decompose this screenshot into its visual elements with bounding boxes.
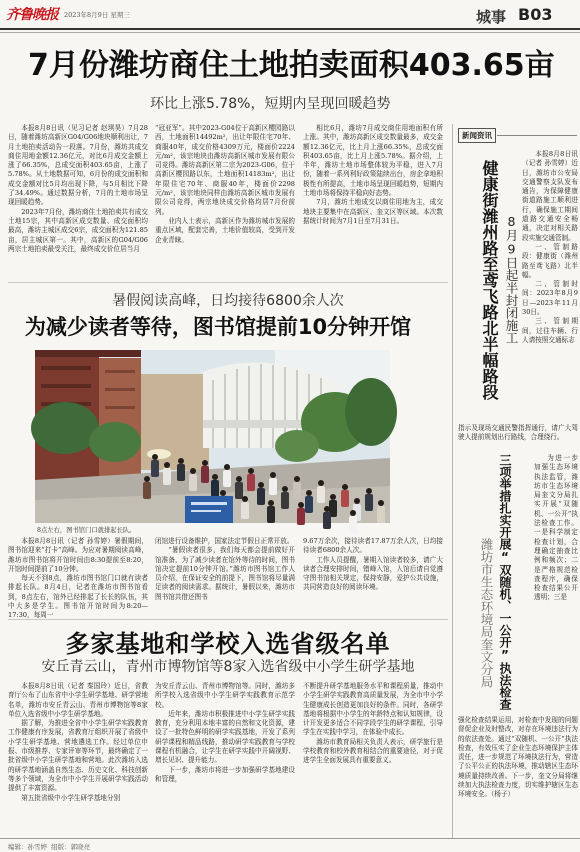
lead-column-3 [303, 124, 443, 276]
paragraph: 业内人士表示，高新区作为潍坊城市发展的重点区域，配套完善，土地价值较高，受到开发企业青睐。 [155, 216, 295, 244]
paragraph: 二、管制时间：2023年8月9日—2023年11月30日。 [522, 280, 578, 317]
paragraph: 本报8月8日讯（见习记者 赵琪昊）7月28日，随着潍坊高新区G04/G06地块顺利出让，7月土地拍卖活动告一段落。7月份，潍坊共成交商住用地金额12.36亿元，对比6月成交金额上涨了66.35%，总成交面积403.65亩，上涨了5.78%。从土地数据可知，6月份的成交面积和成交金额对比5月均出现下降，与5月相比下降了34.49%。通过数据分析，7月的土地市场呈现回暖趋势。 [8, 124, 148, 207]
paragraph: 指示及现场交通民警指挥通行，请广大驾驶人提前规划出行路线，合理绕行。 [458, 424, 578, 442]
page-number: B03 [518, 5, 553, 24]
lead-subhead: 环比上涨5.78%，短期内呈现回暖趋势 [150, 96, 391, 112]
sidebar-label-rule [497, 135, 577, 136]
paragraph: 潍坊市教育局相关负责人表示，研学旅行是学校教育和校外教育相结合的重要途径，对于促进学生全面发展具有重要意义。 [303, 737, 443, 765]
section-name: 城事 [476, 8, 507, 26]
paragraph: “暑假读者很多，我们每天都会提前做好开馆准备，为了减少读者在馆外等待的时间，图书馆决定提前10分钟开馆。”潍坊市图书馆工作人员介绍，在保证安全的前提下，图书馆将尽量满足读者的阅读需求。据统计，暑假以来，潍坊市图书馆共借还图书 [155, 546, 295, 601]
sidebar-label: 新闻资讯 [458, 128, 496, 143]
sign-board [185, 496, 233, 523]
paragraph: 9.67万余次，接待读者17.87万余人次，日均接待读者6800余人次。 [303, 537, 443, 555]
lead-column-2 [155, 124, 295, 276]
sidebar-story1-subheadline: 8月9日起半封闭施工 [504, 214, 519, 344]
paragraph: 为安丘青云山、青州市博物馆等。同时，潍坊多所学校入选省级中小学生研学实践教育示范学校。 [155, 682, 295, 709]
sidebar-story1-headline: 健康街潍州路至鸢飞路北半幅路段 [480, 160, 499, 400]
library-queue-photo [35, 350, 390, 523]
masthead-logo: 齐鲁晚报 [6, 7, 58, 23]
sidebar-story1-text-continued [458, 424, 578, 452]
paragraph: “冠亚军”。其中2023-G04位于高新区樱园路以西，土地面积14492m²，出让年限住宅70年、商服40年，成交价格4309万元，楼面价2224元/m²，该宗地块由潍坊高新区城市发展有限公司竞得。潍坊高新区第二宗为2023-G06，位于高新区樱园路以东，土地面积14183m²，出让年限住宅70年、商服40年，楼面价2298元/m²，该宗地块同样由潍坊高新区城市发展有限公司竞得，两宗地块成交价格均居7月份前列。 [155, 124, 295, 216]
paragraph: 相比6月，潍坊7月成交商住用地面积有所上涨。其中，潍坊高新区成交数量最多，成交金额12.36亿元，比上月上涨66.35%，总成交面积403.65亩，比上月上涨5.78%。据介绍，上半年，潍坊土地市场整体较为平稳，进入7月份，随着一系列利好政策陆续出台，房企拿地积极性有所提高，土地市场呈现回暖趋势，短期内土地市场将保持平稳向好态势。 [303, 124, 443, 198]
article-divider [8, 619, 448, 620]
library-column-1 [8, 537, 148, 620]
masthead-rule [0, 28, 580, 30]
paragraph: 闭馆进行设备维护，国家法定节假日正常开放。 [155, 537, 294, 545]
bases-column-1 [8, 682, 148, 832]
paragraph: 7月，潍坊土地成交以商住用地为主，成交地块主要集中在高新区、奎文区等区域。本次数据统计时间为7月1日至7月31日。 [303, 198, 443, 225]
paragraph: 不断提升研学基地服务水平和课程质量，推动中小学生研学实践教育高质量发展，为全市中小学生健康成长创造更加良好的条件。同时，各研学基地将根据中小学生的年龄特点和认知规律，设计开发更多适合不同学段学生的研学课程，引导学生在实践中学习，在体验中成长。 [303, 682, 443, 737]
photo-caption: 8点左右，图书馆门口就排起长队。 [37, 527, 136, 534]
bases-column-3 [303, 682, 443, 832]
paragraph: 工作人员提醒，暑期入馆读者较多，请广大读者合理安排时间，错峰入馆，入馆后请自觉遵守图书馆相关规定，保持安静，爱护公共设施，共同营造良好的阅读环境。 [303, 555, 443, 592]
sidebar-story2-text-continued [458, 716, 578, 836]
library-column-3 [303, 537, 443, 613]
paragraph: 本报8月8日讯（记者 秦国玲）近日，省教育厅公布了山东省中小学生研学基地、研学营地名单，潍坊市安丘青云山、青州市博物馆等8家单位入选省级中小学生研学基地。 [8, 682, 148, 718]
paragraph: 第五批省级中小学生研学基地分别 [21, 793, 121, 802]
paragraph: 下一步，潍坊市将进一步加强研学基地建设和管理， [155, 765, 295, 783]
library-kicker: 暑假阅读高峰，日均接待6800余人次 [112, 293, 344, 309]
paragraph: 一、管制路段：健康街（潍州路至鸢飞路）北半幅。 [522, 242, 578, 279]
lead-headline: 7月份潍坊商住土地拍卖面积403.65亩 [28, 48, 555, 83]
library-column-2 [155, 537, 295, 613]
masthead-rule-thin [0, 32, 580, 33]
paragraph: 三、管制期间，过往车辆、行人请按照交通标志 [522, 317, 578, 344]
paragraph: 本报8月8日讯（记者 孙雪婷）暑假期间，图书馆迎来“打卡”高峰。为应对暑期阅读高峰，潍坊市图书馆将开馆时间由8:30提前至8:20，开馆时间提前了10分钟。 [8, 537, 148, 573]
library-headline: 为减少读者等待，图书馆提前10分钟开馆 [24, 315, 412, 339]
sidebar-story1-text [522, 150, 578, 422]
footer-credits: 编辑：孙雪婷 组版：郭晓亮 [8, 843, 91, 851]
paragraph: 近年来，潍坊市积极推进中小学生研学实践教育，充分利用本地丰富的自然和文化资源，建设了一批特色鲜明的研学实践基地，开发了系列研学课程和精品线路，推动研学实践教育与学校课程有机融合，让学生在研学实践中开阔视野、增长见识、提升能力。 [155, 709, 295, 765]
paragraph: 每天不到8点，潍坊市图书馆门口就有读者排起长队。8月4日，记者在潍坊市图书馆看到，8点左右，馆外已经排起了长长的队伍，其中大多是学生。图书馆开馆时间为8:20—17:30，每周一 [8, 574, 148, 620]
sidebar-story2-text [534, 454, 578, 714]
paragraph: 本报8月8日讯（记者 孙雪婷）近日，潍坊市公安局交通警察支队发布通告，为保障健康街道路施工顺利进行，确保施工期间道路交通安全畅通，决定对相关路段实施交通管制。 [522, 150, 578, 242]
bases-column-2 [155, 682, 295, 832]
article-divider [8, 282, 448, 283]
sidebar-story2-headline: 三项举措扎实开展“双随机、一公开”执法检查 [498, 454, 512, 710]
bases-headline: 多家基地和学校入选省级名单 [65, 630, 391, 658]
sidebar-divider [452, 124, 453, 838]
bases-subhead: 安丘青云山，青州市博物馆等8家入选省级中小学生研学基地 [41, 659, 415, 675]
footer-rule [0, 838, 580, 839]
sidebar-story2-source: 潍坊市生态环境局奎文分局 [479, 538, 494, 688]
lead-column-1 [8, 124, 148, 276]
issue-date: 2023年8月9日 星期三 [64, 11, 130, 19]
paragraph: 据了解，为推进全省中小学生研学实践教育工作健康有序发展，省教育厅组织开展了省级中小学生研学基地、营地遴选工作。经过单位申报、市级推荐、专家评审等环节，最终确定了一批省级中小学生研学基地和营地。此次潍坊入选的研学基地涵盖自然生态、历史文化、科技创新等多个领域，为全市中小学生开展研学实践活动提供了丰富资源。 [8, 719, 148, 793]
paragraph: 强化检查结果运用，对检查中发现的问题督促企业及时整改，对存在环境违法行为的依法查处。通过“双随机、一公开”执法检查，有效压实了企业生态环境保护主体责任，进一步规范了环境执法行为，营造了公平公正的执法环境，推动辖区生态环境质量持续改善。下一步，奎文分局将继续加大执法检查力度，切实维护辖区生态环境安全。（杨子） [458, 716, 578, 799]
paragraph: 为进一步加强生态环境执法监管，潍坊市生态环境局奎文分局扎实开展“双随机、一公开”执法检查工作。一是科学制定检查计划，合理确定抽查比例和频次；二是严格规范检查程序，确保检查结果公开透明；三是 [534, 454, 578, 602]
paragraph: 2023年7月份，潍坊商住土地拍卖共有成交土地15宗，其中高新区成交数量、成交面积均最高，潍坊主城区成交6宗，成交面积为121.85亩，居主城区第一。其中，高新区的G04/G06两宗土地拍卖最受关注，最终成交价位居当月 [8, 207, 148, 253]
